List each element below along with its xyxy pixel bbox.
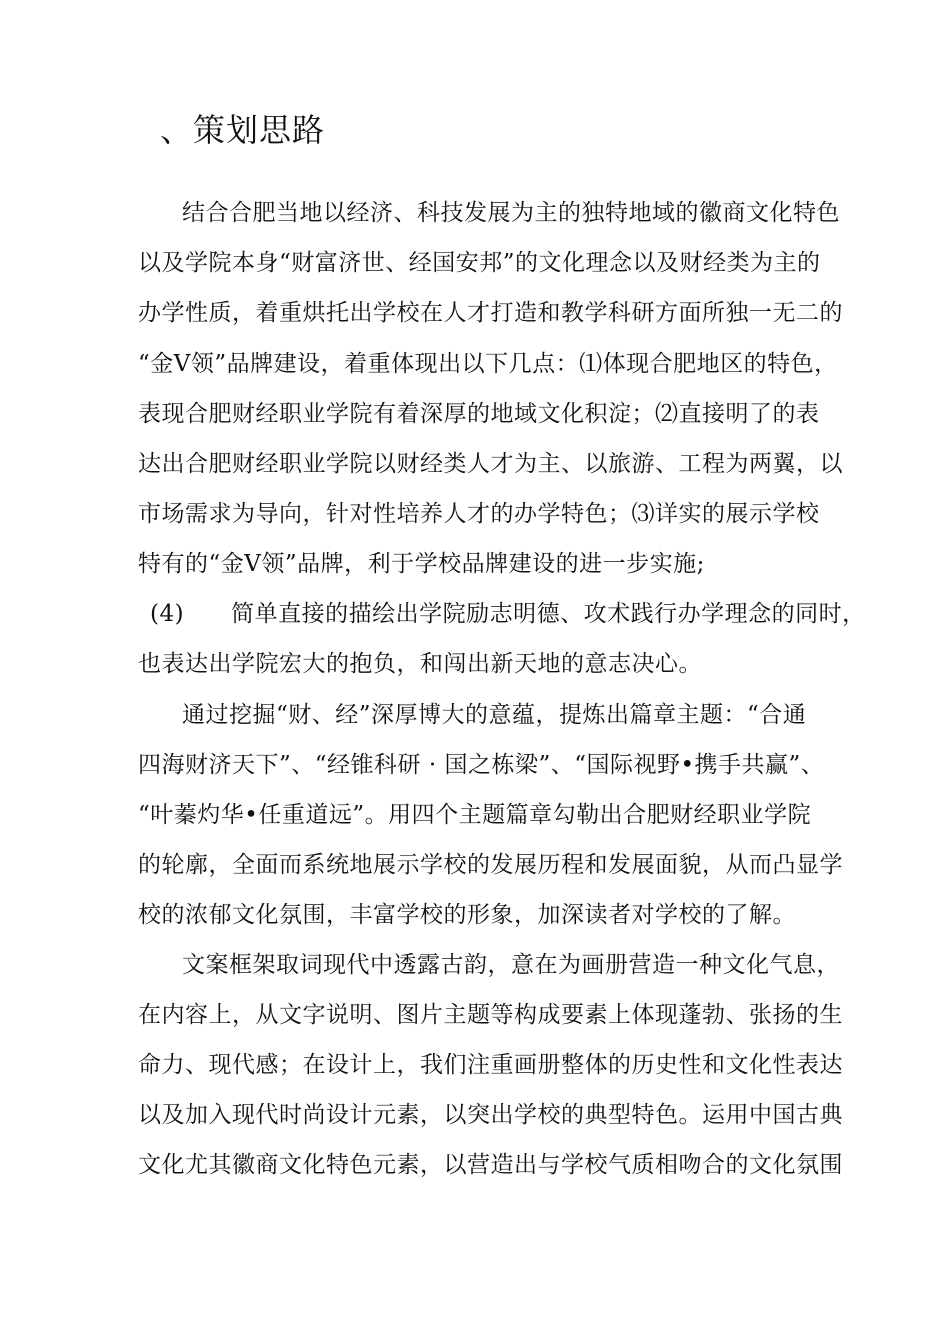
paragraph-2-line-4: 的轮廓，全面而系统地展示学校的发展历程和发展面貌，从而凸显学	[138, 852, 843, 878]
paragraph-3-line-1: 文案框架取词现代中透露古韵，意在为画册营造一种文化气息，	[182, 952, 840, 978]
paragraph-1-line-7: 市场需求为导向，针对性培养人才的办学特色；⑶详实的展示学校	[138, 501, 820, 527]
list-item-4-line-1: (4) 简单直接的描绘出学院励志明德、攻术践行办学理念的同时，	[150, 601, 866, 627]
paragraph-3-line-3: 命力、现代感；在设计上，我们注重画册整体的历史性和文化性表达	[138, 1052, 843, 1078]
paragraph-1-line-1: 结合合肥当地以经济、科技发展为主的独特地域的徽商文化特色	[182, 200, 840, 226]
paragraph-2-line-5: 校的浓郁文化氛围，丰富学校的形象，加深读者对学校的了解。	[138, 902, 796, 928]
paragraph-1-line-3: 办学性质，着重烘托出学校在人才打造和教学科研方面所独一无二的	[138, 300, 843, 326]
paragraph-2-line-2: 四海财济天下”、“经锥科研 · 国之栋梁”、“国际视野•携手共赢”、	[138, 752, 825, 778]
paragraph-1-line-5: 表现合肥财经职业学院有着深厚的地域文化积淀；⑵直接明了的表	[138, 401, 820, 427]
paragraph-1-line-8: 特有的“金Ⅴ领”品牌，利于学校品牌建设的进一步实施;	[138, 551, 705, 577]
list-item-4-line-2: 也表达出学院宏大的抱负，和闯出新天地的意志决心。	[138, 651, 702, 677]
paragraph-2-line-3: “叶蓁灼华•任重道远”。用四个主题篇章勾勒出合肥财经职业学院	[138, 802, 812, 828]
paragraph-3-line-4: 以及加入现代时尚设计元素，以突出学校的典型特色。运用中国古典	[138, 1102, 843, 1128]
paragraph-1-line-6: 达出合肥财经职业学院以财经类人才为主、以旅游、工程为两翼，以	[138, 451, 843, 477]
paragraph-2-line-1: 通过挖掘“财、经”深厚博大的意蕴，提炼出篇章主题：“合通	[182, 702, 807, 728]
paragraph-3-line-5: 文化尤其徽商文化特色元素，以营造出与学校气质相吻合的文化氛围	[138, 1152, 843, 1178]
paragraph-3-line-2: 在内容上，从文字说明、图片主题等构成要素上体现蓬勃、张扬的生	[138, 1002, 843, 1028]
paragraph-1-line-4: “金Ⅴ领”品牌建设，着重体现出以下几点：⑴体现合肥地区的特色，	[138, 351, 838, 377]
section-heading: 、策划思路	[160, 111, 326, 149]
paragraph-1-line-2: 以及学院本身“财富济世、经国安邦”的文化理念以及财经类为主的	[138, 250, 821, 276]
